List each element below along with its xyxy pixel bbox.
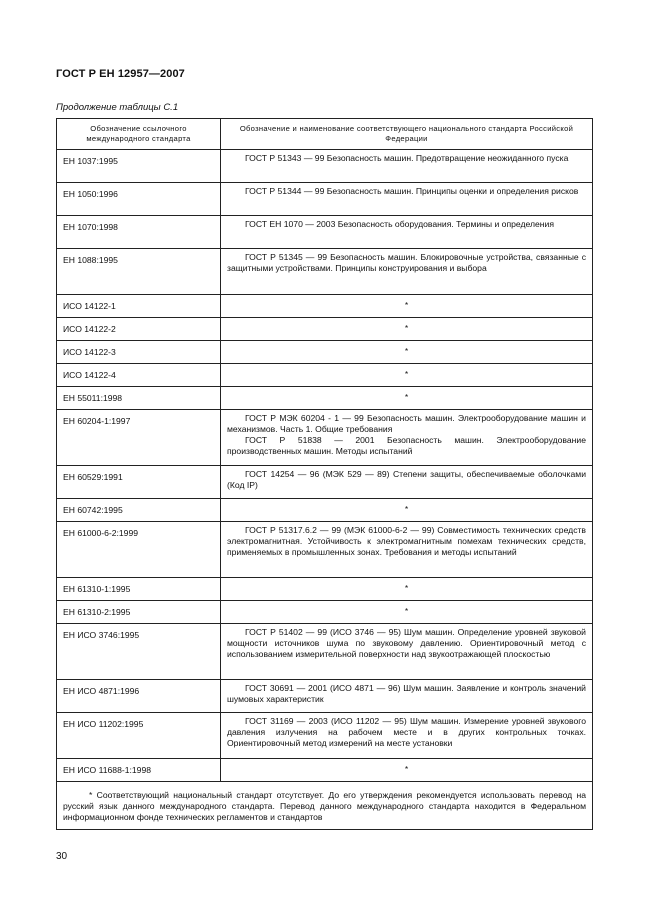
table-row (57, 680, 593, 713)
reference-standard-cell: ЕН 60529:1991 (57, 466, 221, 499)
no-national-standard-marker (221, 295, 593, 318)
national-standard-entry: ГОСТ Р МЭК 60204 - 1 — 99 Безопасность машин. Электрооборудование машин и механизмов. Часть 1. Общие требования (227, 413, 586, 434)
national-standard-entry: * (404, 606, 409, 616)
national-standard-cell (221, 624, 593, 680)
table-row (57, 578, 593, 601)
reference-standard-cell: ИСО 14122-4 (57, 364, 221, 387)
table-footnote: * Соответствующий национальный стандарт отсутствует. До его утверждения рекомендуется использовать перевод на русский язык данного международного стандарта. Перевод данного международного стандарта находится в Федеральном информационном фонде технических регламентов и стандартов (57, 782, 593, 830)
reference-standard-cell: ЕН ИСО 11688-1:1998 (57, 759, 221, 782)
no-national-standard-marker (221, 499, 593, 522)
national-standard-cell (221, 183, 593, 216)
column-header-national: Обозначение и наименование соответствующего национального стандарта Российской Федерации (221, 119, 593, 150)
national-standard-entry: * (404, 504, 409, 514)
national-standard-cell (221, 522, 593, 578)
reference-standard-cell: ЕН 1050:1996 (57, 183, 221, 216)
reference-standard-cell: ЕН 1088:1995 (57, 249, 221, 295)
national-standard-entry: * (404, 583, 409, 593)
reference-standard-cell: ИСО 14122-3 (57, 341, 221, 364)
table-caption: Продолжение таблицы С.1 (56, 102, 179, 113)
footnote-row (57, 782, 593, 830)
national-standard-entry: * (404, 764, 409, 774)
table-row (57, 216, 593, 249)
reference-standards-table (56, 118, 593, 830)
national-standard-entry: * (404, 300, 409, 310)
reference-standard-cell: ЕН 61310-1:1995 (57, 578, 221, 601)
table-row (57, 295, 593, 318)
table-row (57, 713, 593, 759)
page-number: 30 (56, 851, 68, 862)
reference-standard-cell: ЕН 61310-2:1995 (57, 601, 221, 624)
national-standard-cell (221, 249, 593, 295)
national-standard-entry: ГОСТ Р 51343 — 99 Безопасность машин. Предотвращение неожиданного пуска (245, 153, 569, 163)
no-national-standard-marker (221, 341, 593, 364)
table-row (57, 466, 593, 499)
reference-standard-cell: ЕН 55011:1998 (57, 387, 221, 410)
national-standard-entry: ГОСТ ЕН 1070 — 2003 Безопасность оборудования. Термины и определения (245, 219, 554, 229)
table-row (57, 387, 593, 410)
table-header-row (57, 119, 593, 150)
reference-standard-cell: ИСО 14122-2 (57, 318, 221, 341)
table-row (57, 601, 593, 624)
table-row (57, 499, 593, 522)
no-national-standard-marker (221, 601, 593, 624)
national-standard-entry: * (404, 392, 409, 402)
table-row (57, 759, 593, 782)
table-row (57, 364, 593, 387)
national-standard-entry: ГОСТ Р 51344 — 99 Безопасность машин. Принципы оценки и определения рисков (245, 186, 579, 196)
table-row (57, 341, 593, 364)
reference-standard-cell: ИСО 14122-1 (57, 295, 221, 318)
national-standard-entry: ГОСТ Р 51345 — 99 Безопасность машин. Блокировочные устройства, связанные с защитными устройствами. Принципы конструирования и выбора (227, 252, 586, 273)
national-standard-entry: * (404, 323, 409, 333)
national-standard-entry: * (404, 346, 409, 356)
national-standard-entry: ГОСТ Р 51838 — 2001 Безопасность машин. Электрооборудование производственных машин. Методы испытаний (227, 435, 586, 456)
national-standard-cell (221, 680, 593, 713)
national-standard-cell (221, 466, 593, 499)
table-row (57, 624, 593, 680)
reference-standard-cell: ЕН 60204-1:1997 (57, 410, 221, 466)
reference-standard-cell: ЕН 1037:1995 (57, 150, 221, 183)
no-national-standard-marker (221, 387, 593, 410)
reference-standard-cell: ЕН ИСО 3746:1995 (57, 624, 221, 680)
table-row (57, 410, 593, 466)
national-standard-cell (221, 713, 593, 759)
document-title: ГОСТ Р ЕН 12957—2007 (56, 68, 185, 80)
national-standard-cell (221, 410, 593, 466)
no-national-standard-marker (221, 318, 593, 341)
national-standard-entry: ГОСТ 14254 — 96 (МЭК 529 — 89) Степени защиты, обеспечиваемые оболочками (Код IP) (227, 469, 586, 490)
national-standard-entry: ГОСТ 31169 — 2003 (ИСО 11202 — 95) Шум машин. Измерение уровней звукового давления излучения на рабочем месте и в других контрольных точках. Ориентировочный метод измерений на месте установки (227, 716, 586, 748)
reference-standard-cell: ЕН ИСО 11202:1995 (57, 713, 221, 759)
reference-standard-cell: ЕН 61000-6-2:1999 (57, 522, 221, 578)
national-standard-entry: ГОСТ Р 51402 — 99 (ИСО 3746 — 95) Шум машин. Определение уровней звуковой мощности источников шума по звуковому давлению. Ориентировочный метод с использованием измерительной поверхности над звукоотражающей плоскостью (227, 627, 586, 659)
table-row (57, 249, 593, 295)
table-row (57, 318, 593, 341)
national-standard-entry: ГОСТ 30691 — 2001 (ИСО 4871 — 96) Шум машин. Заявление и контроль значений шумовых характеристик (227, 683, 586, 704)
reference-standard-cell: ЕН ИСО 4871:1996 (57, 680, 221, 713)
national-standard-entry: ГОСТ Р 51317.6.2 — 99 (МЭК 61000-6-2 — 99) Совместимость технических средств электромагнитная. Устойчивость к электромагнитным помехам технических средств, применяемых в промышленных зонах. Требования и методы испытаний (227, 525, 586, 557)
table-row (57, 150, 593, 183)
table-row (57, 522, 593, 578)
national-standard-entry: * (404, 369, 409, 379)
reference-standard-cell: ЕН 60742:1995 (57, 499, 221, 522)
no-national-standard-marker (221, 364, 593, 387)
reference-standard-cell: ЕН 1070:1998 (57, 216, 221, 249)
national-standard-cell (221, 150, 593, 183)
table-row (57, 183, 593, 216)
no-national-standard-marker (221, 578, 593, 601)
no-national-standard-marker (221, 759, 593, 782)
column-header-reference: Обозначение ссылочного международного стандарта (57, 119, 221, 150)
national-standard-cell (221, 216, 593, 249)
